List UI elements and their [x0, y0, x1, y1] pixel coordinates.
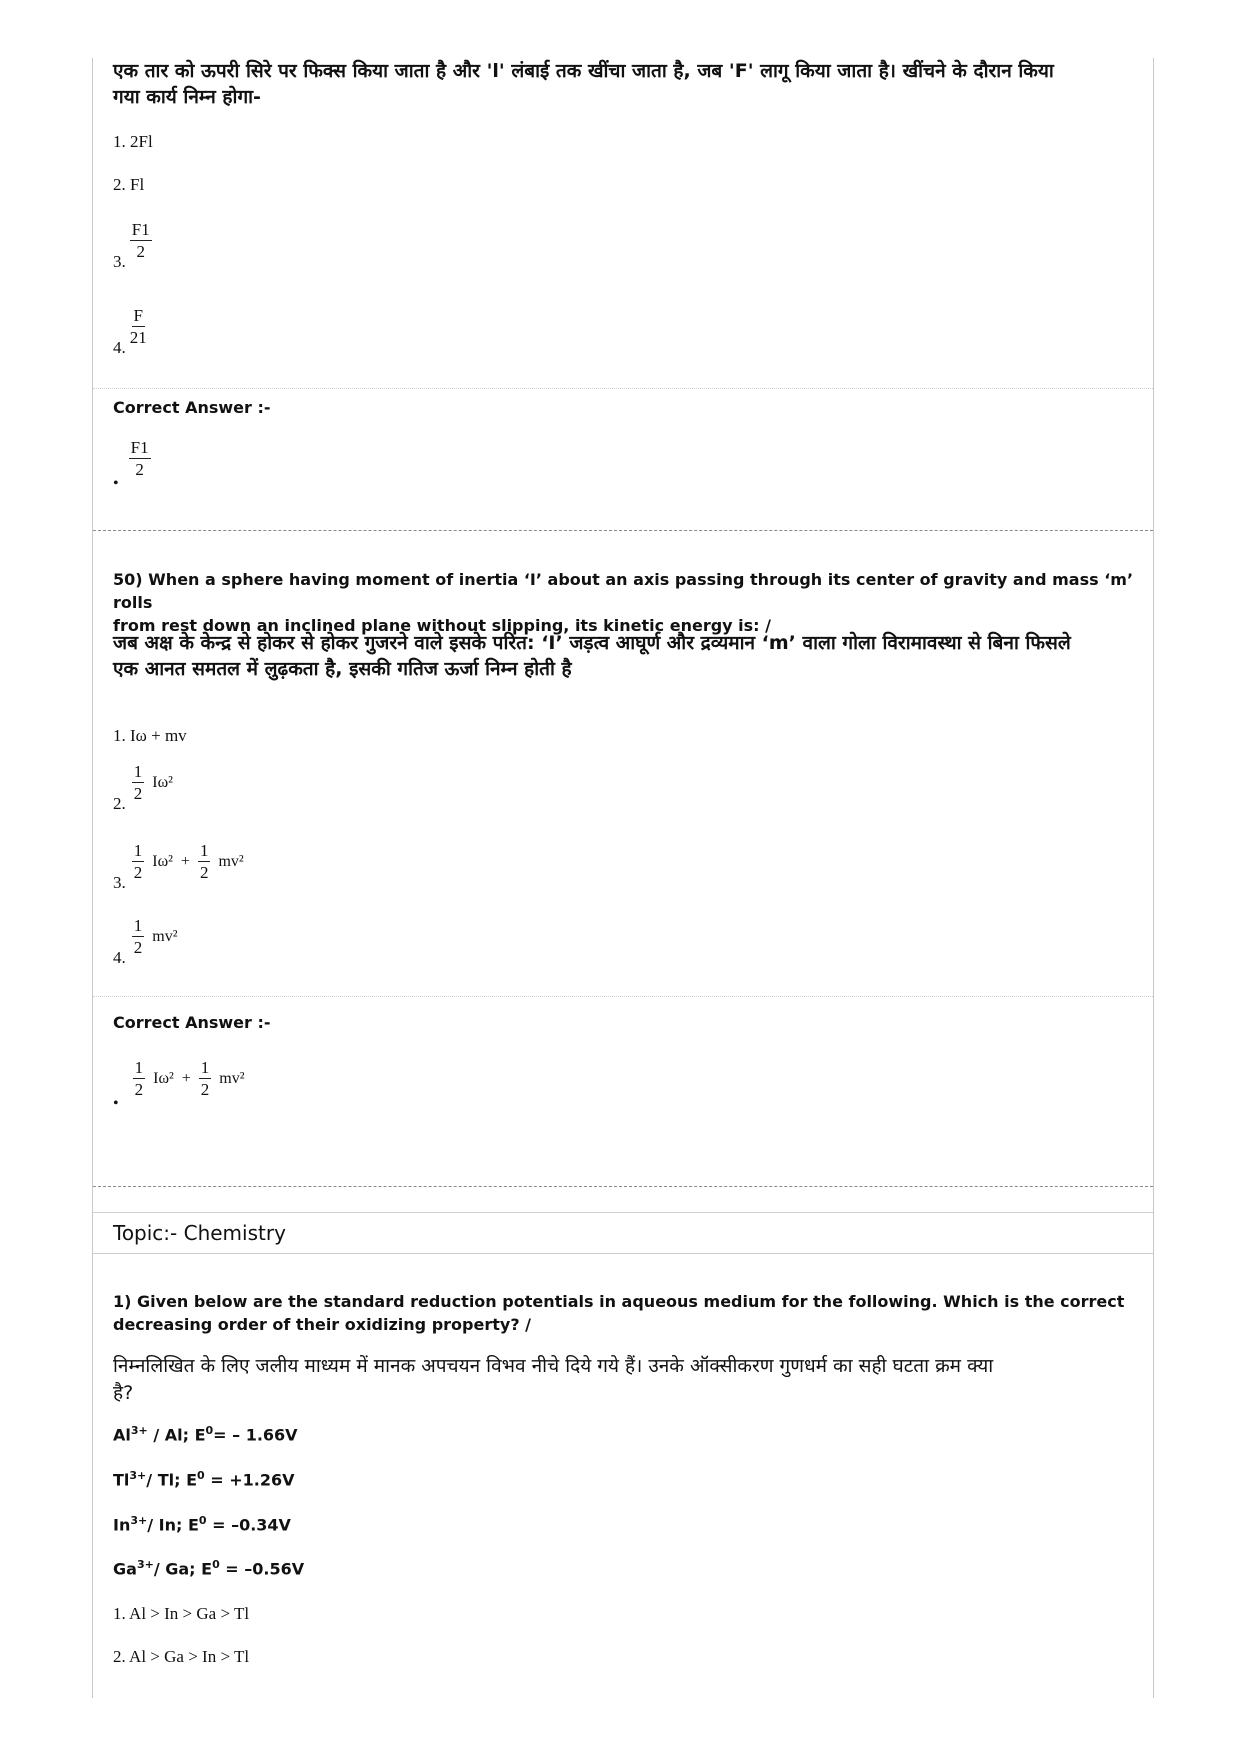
q49-option-2: 2. Fl: [113, 175, 145, 194]
half-fraction: [133, 1058, 146, 1099]
fraction-numerator: 1: [133, 841, 143, 860]
potential-value: = – 1.66V: [213, 1425, 298, 1445]
m-v-squared: mv²: [218, 852, 244, 870]
bullet-icon: •: [113, 1095, 119, 1112]
question-divider: [93, 530, 1153, 531]
fraction-numerator: 1: [200, 1058, 210, 1077]
q49-option-3: [113, 220, 152, 273]
half-fraction: [132, 841, 145, 882]
chem-q1-hindi-line1: निम्नलिखित के लिए जलीय माध्यम में मानक अपचयन विभव नीचे दिये गये हैं। उनके ऑक्सीकरण गुणधर्म का सही घटता क्रम क्या: [113, 1355, 994, 1377]
q50-option-3: [113, 841, 244, 894]
q50-option-3-expression: [132, 841, 244, 882]
ion-charge: 3+: [129, 1469, 147, 1482]
ion-symbol: Al: [113, 1425, 131, 1445]
q50-option-4-number: 4.: [113, 948, 126, 967]
potential-value: = +1.26V: [204, 1470, 295, 1490]
fraction-denominator: 2: [133, 863, 143, 882]
fraction-denominator: 2: [133, 938, 143, 957]
q50-option-2: [113, 762, 173, 815]
fraction-numerator: F1: [130, 438, 149, 457]
fraction-denominator: 2: [133, 784, 143, 803]
fraction-denominator: 2: [200, 1080, 210, 1099]
potential-al: [113, 1424, 298, 1444]
ion-rest: / In; E: [147, 1515, 199, 1535]
fraction-denominator: 21: [129, 328, 147, 347]
q49-hindi-line1: एक तार को ऊपरी सिरे पर फिक्स किया जाता है और 'l' लंबाई तक खींचा जाता है, जब 'F' लागू किया जाता है। खींचने के दौरान किया: [113, 60, 1054, 82]
q50-english-line2: from rest down an inclined plane without slipping, its kinetic energy is: /: [113, 616, 771, 635]
ion-symbol: Ga: [113, 1559, 137, 1579]
q49-option-3-number: 3.: [113, 252, 126, 271]
i-omega-squared: Iω²: [152, 852, 173, 870]
q50-correct-answer-label: Correct Answer :-: [113, 1013, 271, 1032]
chem-q1-hindi-line2: है?: [113, 1382, 134, 1404]
ion-rest: / Ga; E: [153, 1559, 213, 1579]
potential-in: [113, 1514, 291, 1534]
standard-superscript: 0: [205, 1424, 214, 1437]
q50-hindi-line1: जब अक्ष के केन्द्र से होकर से होकर गुजरने वाले इसके परित: ‘I’ जड़त्व आघूर्ण और द्रव्यमान ‘m’ वाला गोला विरामावस्था से बिना फिसले: [113, 632, 1071, 654]
divider: [93, 996, 1153, 997]
fraction-numerator: 1: [133, 916, 143, 935]
fraction-numerator: F: [133, 306, 143, 325]
topic-label: Topic:- Chemistry: [113, 1221, 286, 1245]
ion-charge: 3+: [130, 1514, 148, 1527]
potential-tl: [113, 1469, 294, 1489]
ion-rest: / Al; E: [147, 1425, 206, 1445]
chem-q1-hindi-text: [113, 1353, 1143, 1407]
q50-option-2-expression: [132, 762, 173, 803]
fraction-denominator: 2: [134, 1080, 144, 1099]
q49-hindi-line2: गया कार्य निम्न होगा-: [113, 86, 261, 108]
q49-correct-answer: [113, 438, 151, 493]
q49-option-3-fraction: [130, 220, 152, 261]
q49-option-4: [113, 306, 147, 359]
ion-symbol: In: [113, 1515, 131, 1535]
i-omega-squared: Iω²: [152, 773, 173, 791]
q50-option-4-expression: [132, 916, 178, 957]
q50-correct-answer: [113, 1058, 245, 1113]
m-v-squared: mv²: [219, 1069, 245, 1087]
q50-english-text: [113, 568, 1143, 637]
standard-superscript: 0: [198, 1514, 207, 1527]
ion-charge: 3+: [130, 1424, 148, 1437]
q50-option-2-number: 2.: [113, 794, 126, 813]
chem-q1-option-2: 2. Al > Ga > In > Tl: [113, 1647, 250, 1666]
standard-superscript: 0: [197, 1469, 205, 1482]
standard-superscript: 0: [212, 1558, 220, 1571]
i-omega-squared: Iω²: [153, 1069, 174, 1087]
half-fraction: [198, 841, 211, 882]
plus-sign: +: [181, 1069, 191, 1087]
chem-q1-option-1: 1. Al > In > Ga > Tl: [113, 1604, 250, 1623]
q50-hindi-text: [113, 630, 1143, 682]
q50-option-3-number: 3.: [113, 873, 126, 892]
q49-hindi-text: [113, 58, 1143, 110]
q49-option-4-fraction: [130, 306, 147, 347]
half-fraction: [199, 1058, 212, 1099]
m-v-squared: mv²: [152, 927, 178, 945]
fraction-numerator: F1: [131, 220, 150, 239]
q50-answer-expression: [133, 1058, 245, 1099]
bullet-icon: •: [113, 475, 119, 492]
plus-sign: +: [180, 852, 190, 870]
fraction-numerator: 1: [134, 1058, 144, 1077]
divider: [93, 388, 1153, 389]
q50-hindi-line2: एक आनत समतल में लुढ़कता है, इसकी गतिज ऊर्जा निम्न होती है: [113, 658, 572, 680]
ion-rest: / Tl; E: [146, 1470, 197, 1490]
q49-correct-answer-label: Correct Answer :-: [113, 398, 271, 417]
potential-value: = –0.56V: [219, 1559, 305, 1579]
fraction-denominator: 2: [199, 863, 209, 882]
fraction-numerator: 1: [133, 762, 143, 781]
ion-charge: 3+: [136, 1558, 154, 1571]
fraction-denominator: 2: [136, 242, 145, 261]
q49-answer-fraction: [129, 438, 151, 479]
topic-bar: [93, 1212, 1153, 1254]
potential-ga: [113, 1558, 304, 1578]
fraction-denominator: 2: [135, 460, 144, 479]
q49-option-4-number: 4.: [113, 338, 126, 357]
q50-option-4: [113, 916, 178, 969]
q49-option-1: 1. 2Fl: [113, 132, 153, 151]
chem-q1-english-line1: 1) Given below are the standard reduction potentials in aqueous medium for the following. Which is the correct: [113, 1292, 1125, 1311]
question-divider: [93, 1186, 1153, 1187]
chem-q1-english-line2: decreasing order of their oxidizing property? /: [113, 1315, 532, 1334]
half-fraction: [132, 762, 145, 803]
q50-option-1: 1. Iω + mv: [113, 726, 187, 745]
chem-q1-english-text: [113, 1290, 1143, 1336]
fraction-numerator: 1: [199, 841, 209, 860]
page-frame: [92, 58, 1154, 1698]
q50-english-line1: 50) When a sphere having moment of inertia ‘I’ about an axis passing through its center of gravity and mass ‘m’ rolls: [113, 570, 1134, 612]
half-fraction: [132, 916, 145, 957]
potential-value: = –0.34V: [206, 1515, 291, 1535]
ion-symbol: Tl: [113, 1470, 130, 1490]
